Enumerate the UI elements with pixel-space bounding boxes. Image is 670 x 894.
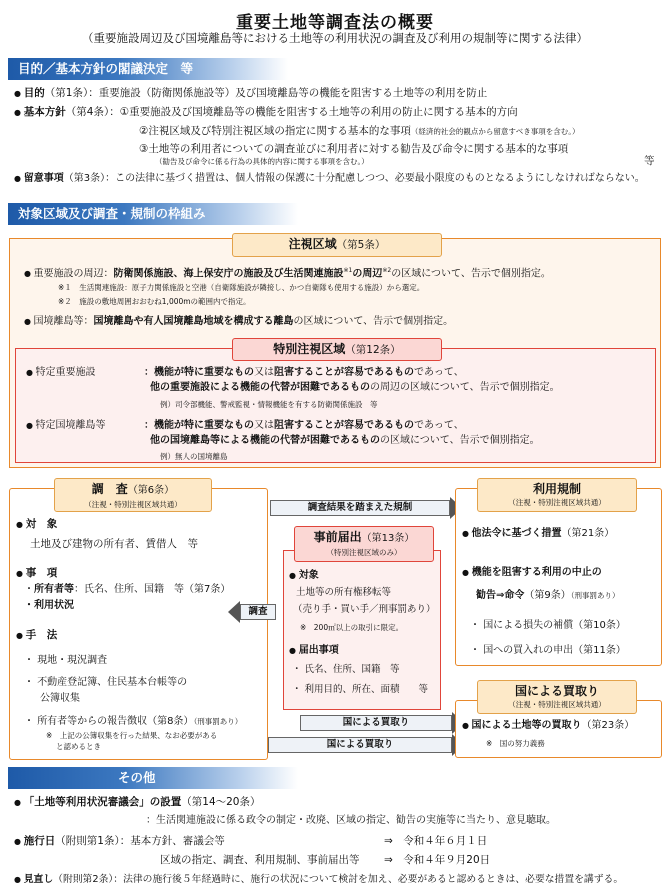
note-row: ● 留意事項（第3条）：この法律に基づく措置は、個人情報の保護に十分配慮しつつ、必要最小限度のものとなるようにしなければならない。 xyxy=(14,172,645,186)
chosa-target-label: ● 対 象 xyxy=(16,517,57,532)
council-row: ● 「土地等利用状況審議会」の設置（第14～20条） xyxy=(14,795,261,810)
jizen-item-2: ・ 利用目的、所在、面積 等 xyxy=(292,684,429,695)
chosa-method-3-note1: ※ 上記の公簿収集を行った結果、なお必要がある xyxy=(46,731,218,740)
riyo-line-5: ・ 国への買入れの申出（第11条） xyxy=(470,645,626,656)
chushi-area-title: 注視区域（第5条） xyxy=(232,233,442,257)
chushi-line-islands: ● 国境離島等：国境離島や有人国境離島地域を構成する離島の区域について、告示で個別指定。 xyxy=(24,315,453,329)
tk1-example: 例）司令部機能、警戒監視・情報機能を有する防衛関係施設 等 xyxy=(160,400,378,409)
basic-policy-item-3-note: （勧告及び命令に係る行為の具体的内容に関する事項を含む。） xyxy=(155,157,369,166)
chushi-note-1: ※１ 生活関連施設：原子力関係施設と空港（自衛隊施設が隣接し、かつ自衛隊も使用する施設）から選定。 xyxy=(58,283,425,292)
jizen-items-label: ● 届出事項 xyxy=(289,644,339,658)
chosa-target-text: 土地及び建物の所有者、賃借人 等 xyxy=(30,538,198,550)
riyo-line-4: ・ 国による損失の補償（第10条） xyxy=(470,620,626,631)
riyo-title: 利用規制 （注視・特別注視区域共通） xyxy=(477,478,637,512)
arrow-regulation: 調査結果を踏まえた規制 xyxy=(270,500,450,516)
effective-date-2: ⇒ 令和４年９月20日 xyxy=(384,854,491,866)
kaitori-line-1: ● 国による土地等の買取り（第23条） xyxy=(462,719,634,733)
effective-date-1: ⇒ 令和４年６月１日 xyxy=(384,835,488,847)
basic-policy-row: ● 基本方針（第4条）：①重要施設及び国境離島等の機能を阻害する土地等の利用の防止に関する基本的方向 xyxy=(14,105,518,120)
section-header-framework: 対象区域及び調査・規制の枠組み xyxy=(8,203,298,225)
basic-policy-item-3: ③土地等の利用者についての調査並びに利用者に対する勧告及び命令に関する基本的な事項 xyxy=(139,143,569,155)
arrow-chosa: 調査 xyxy=(240,604,276,620)
basic-policy-item-2: ②注視区域及び特別注視区域の指定に関する基本的な事項（経済的社会的観点から留意すべき事項を含む。） xyxy=(139,125,580,137)
section-header-other: その他 xyxy=(8,767,298,789)
tk2-line1: ：機能が特に重要なもの又は阻害することが容易であるものであって、 xyxy=(144,420,464,431)
riyo-line-1: ● 他法令に基づく措置（第21条） xyxy=(462,527,614,541)
page-title: 重要土地等調査法の概要 xyxy=(236,13,434,33)
chosa-item-1: ・所有者等：氏名、住所、国籍 等（第7条） xyxy=(24,584,231,595)
review-row: ● 見直し（附則第2条）：法律の施行後５年経過時に、施行の状況について検討を加え、必要があると認めるときは、必要な措置を講ずる。 xyxy=(14,873,623,887)
effective-row-2: 区域の指定、調査、利用規制、事前届出等 xyxy=(160,854,360,866)
basic-policy-item-3-tail: 等 xyxy=(644,155,655,167)
chosa-method-3-note2: と認めるとき xyxy=(56,742,101,751)
jizen-title: 事前届出（第13条） （特別注視区域のみ） xyxy=(294,526,434,562)
chosa-item-2: ・利用状況 xyxy=(24,600,74,611)
chushi-line-facilities: ● 重要施設の周辺：防衛関係施設、海上保安庁の施設及び生活関連施設$^{※1}$の周辺$^{※2}$の区域について、告示で個別指定。 xyxy=(24,264,551,281)
chosa-items-label: ● 事 項 xyxy=(16,566,57,581)
tk1-line2: 他の重要施設による機能の代替が困難であるものの周辺の区域について、告示で個別指定。 xyxy=(150,382,560,393)
jizen-item-1: ・ 氏名、住所、国籍 等 xyxy=(292,664,400,675)
tk2-label: ● 特定国境離島等 xyxy=(26,419,106,433)
chosa-method-2: ・ 不動産登記簿、住民基本台帳等の xyxy=(24,677,188,688)
kaitori-note: ※ 国の努力義務 xyxy=(486,739,545,748)
section-header-purpose: 目的／基本方針の閣議決定 等 xyxy=(8,58,288,80)
jizen-target-note: ※ 200㎡以上の取引に限定。 xyxy=(300,623,404,632)
jizen-target-label: ● 対象 xyxy=(289,569,319,583)
chosa-method-label: ● 手 法 xyxy=(16,628,57,643)
tk1-label: ● 特定重要施設 xyxy=(26,366,96,380)
tk2-line2: 他の国境離島等による機能の代替が困難であるものの区域について、告示で個別指定。 xyxy=(150,435,540,446)
jizen-target-text: 土地等の所有権移転等 xyxy=(296,587,392,598)
riyo-line-3: 勧告⇒命令（第9条）（刑事罰あり） xyxy=(476,590,620,601)
council-desc: ：生活関連施設に係る政令の制定・改廃、区域の指定、勧告の実施等に当たり、意見聴取。 xyxy=(146,815,556,826)
page-subtitle: （重要施設周辺及び国境離島等における土地等の利用状況の調査及び利用の規制等に関する法律） xyxy=(82,31,588,45)
arrow-kaitori-1: 国による買取り xyxy=(300,715,452,731)
kaitori-title: 国による買取り （注視・特別注視区域共通） xyxy=(477,680,637,714)
chushi-note-2: ※２ 施設の敷地周囲おおむね1,000mの範囲内で指定。 xyxy=(58,297,251,306)
chosa-title: 調 査（第6条） （注視・特別注視区域共通） xyxy=(54,478,212,512)
tk1-line1: ：機能が特に重要なもの又は阻害することが容易であるものであって、 xyxy=(144,367,464,378)
purpose-row: ● 目的（第1条）：重要施設（防衛関係施設等）及び国境離島等の機能を阻害する土地等の利用を防止 xyxy=(14,86,487,101)
chosa-method-2b: 公簿収集 xyxy=(40,693,80,704)
tk2-example: 例）無人の国境離島 xyxy=(160,452,228,461)
tokubetsu-area-title: 特別注視区域（第12条） xyxy=(232,338,442,361)
effective-row: ● 施行日（附則第1条）：基本方針、審議会等 xyxy=(14,834,225,849)
chosa-method-1: ・ 現地・現況調査 xyxy=(24,655,108,666)
arrow-kaitori-2: 国による買取り xyxy=(268,737,452,753)
chosa-method-3: ・ 所有者等からの報告徴収（第8条）（刑事罰あり） xyxy=(24,716,243,727)
riyo-line-2: ● 機能を阻害する利用の中止の xyxy=(462,566,602,580)
jizen-target-text2: （売り手・買い手／刑事罰あり） xyxy=(293,604,436,615)
